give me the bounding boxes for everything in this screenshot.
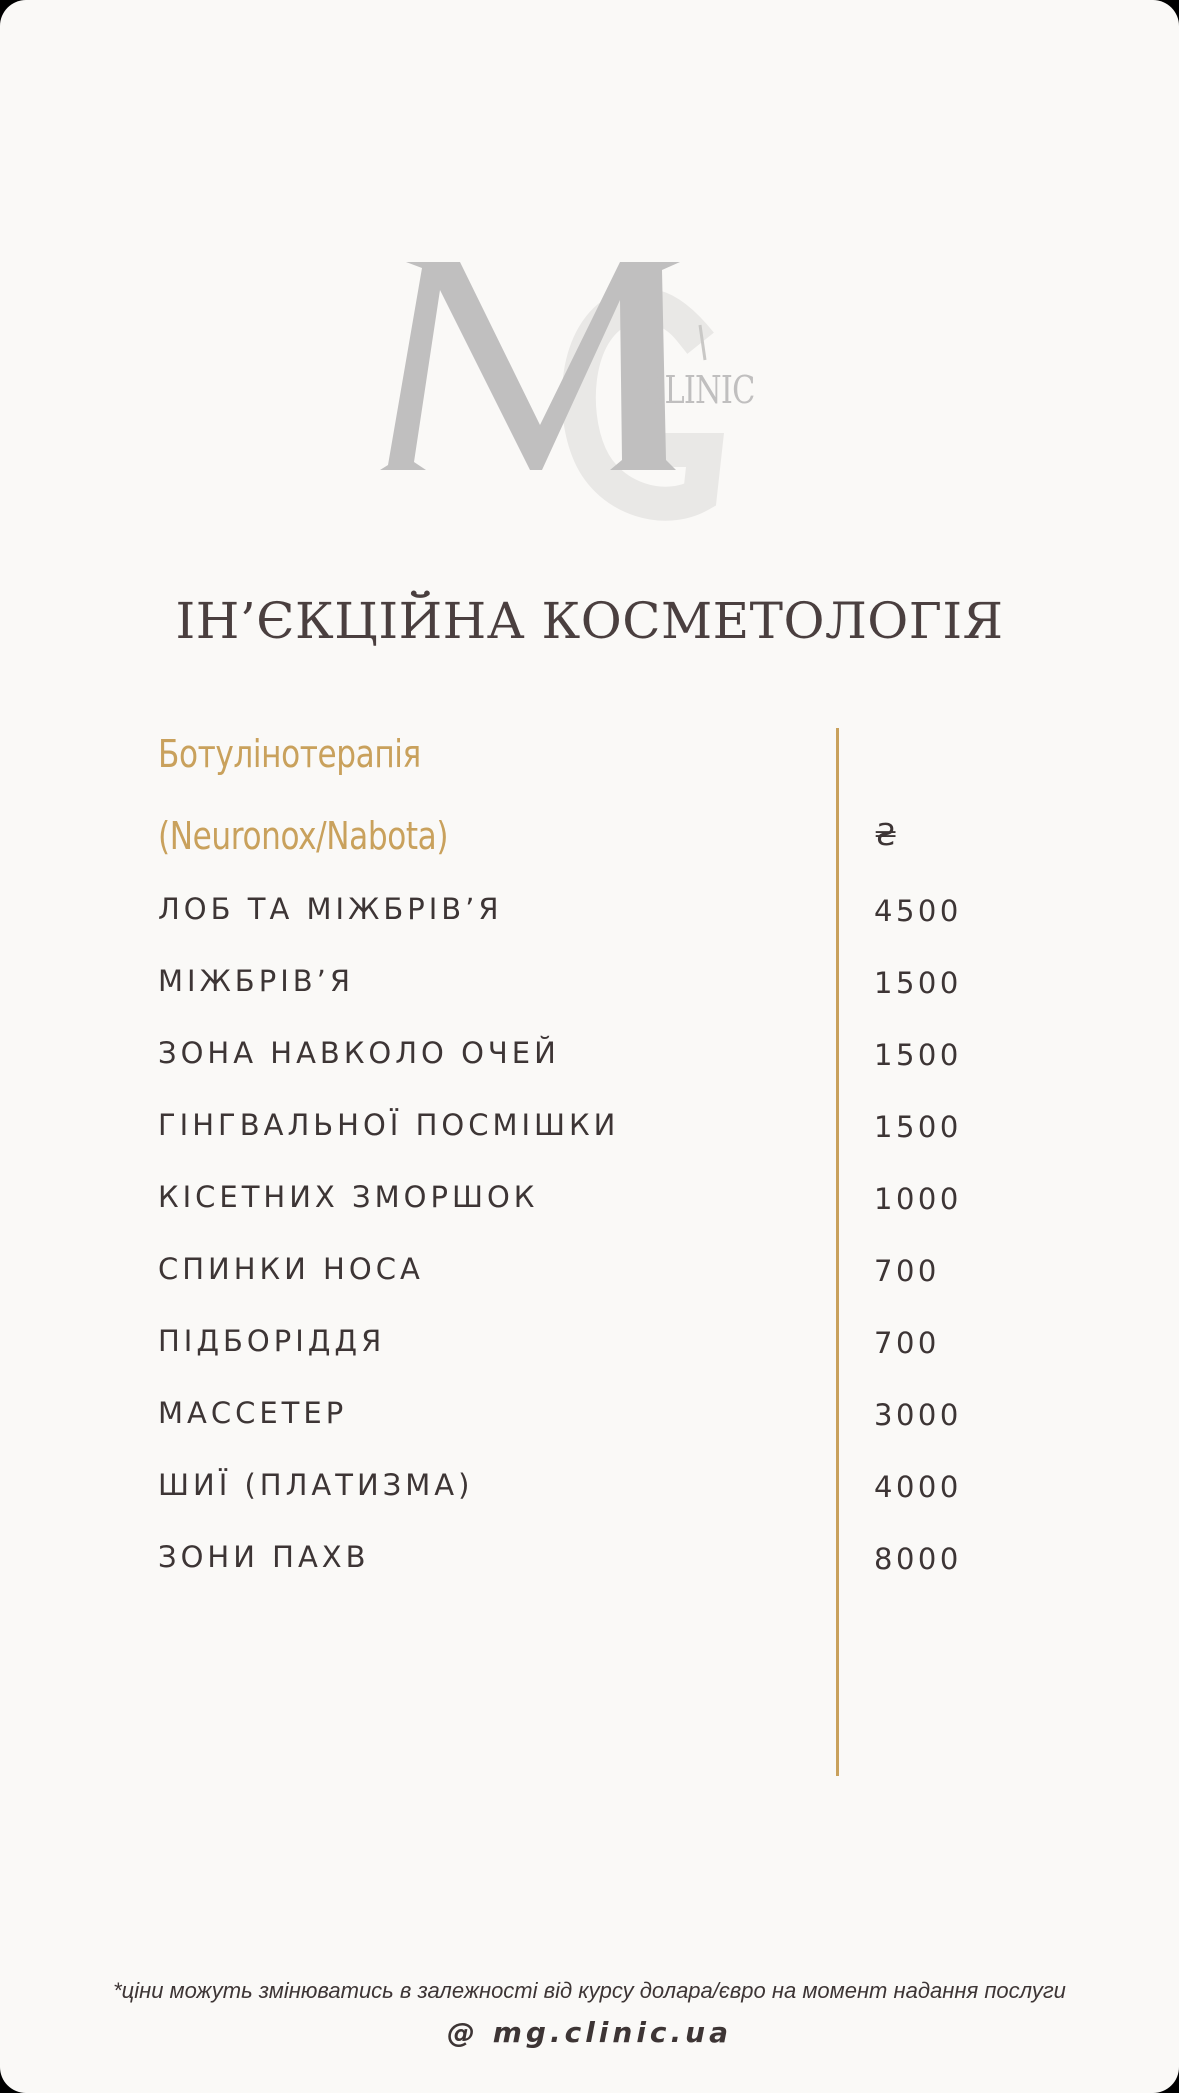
service-name: СПИНКИ НОСА [158,1252,424,1286]
service-name: КІСЕТНИХ ЗМОРШОК [158,1180,539,1214]
service-name: ШИЇ (ПЛАТИЗМА) [158,1468,474,1502]
service-price: 1500 [874,1110,962,1144]
service-price: 3000 [874,1398,962,1432]
service-price: 8000 [874,1542,962,1576]
mg-clinic-logo [370,250,810,540]
service-price: 1000 [874,1182,962,1216]
page-title: ІН’ЄКЦІЙНА КОСМЕТОЛОГІЯ [175,592,1004,650]
service-name: ЗОНА НАВКОЛО ОЧЕЙ [158,1036,560,1070]
logo-clinic-text: CLINIC [642,368,755,412]
service-price: 1500 [874,966,962,1000]
category-title: Ботулінотерапія [158,732,421,776]
column-divider [836,728,839,1776]
service-price: 4500 [874,894,962,928]
service-price: 1500 [874,1038,962,1072]
service-price: 700 [874,1326,940,1360]
service-name: МАССЕТЕР [158,1396,348,1430]
service-name: МІЖБРІВ’Я [158,964,355,998]
price-disclaimer: *ціни можуть змінюватись в залежності від курсу долара/євро на момент надання послуги [113,1978,1066,2003]
service-price: 4000 [874,1470,962,1504]
service-name: ЗОНИ ПАХВ [158,1540,370,1574]
service-name: ПІДБОРІДДЯ [158,1324,386,1358]
category-subtitle: (Neuronox/Nabota) [158,814,449,858]
currency-symbol: ₴ [874,818,898,853]
service-price: 700 [874,1254,940,1288]
service-name: ГІНГВАЛЬНОЇ ПОСМІШКИ [158,1108,620,1142]
instagram-handle: @ mg.clinic.ua [447,2016,732,2049]
service-name: ЛОБ ТА МІЖБРІВ’Я [158,892,503,926]
